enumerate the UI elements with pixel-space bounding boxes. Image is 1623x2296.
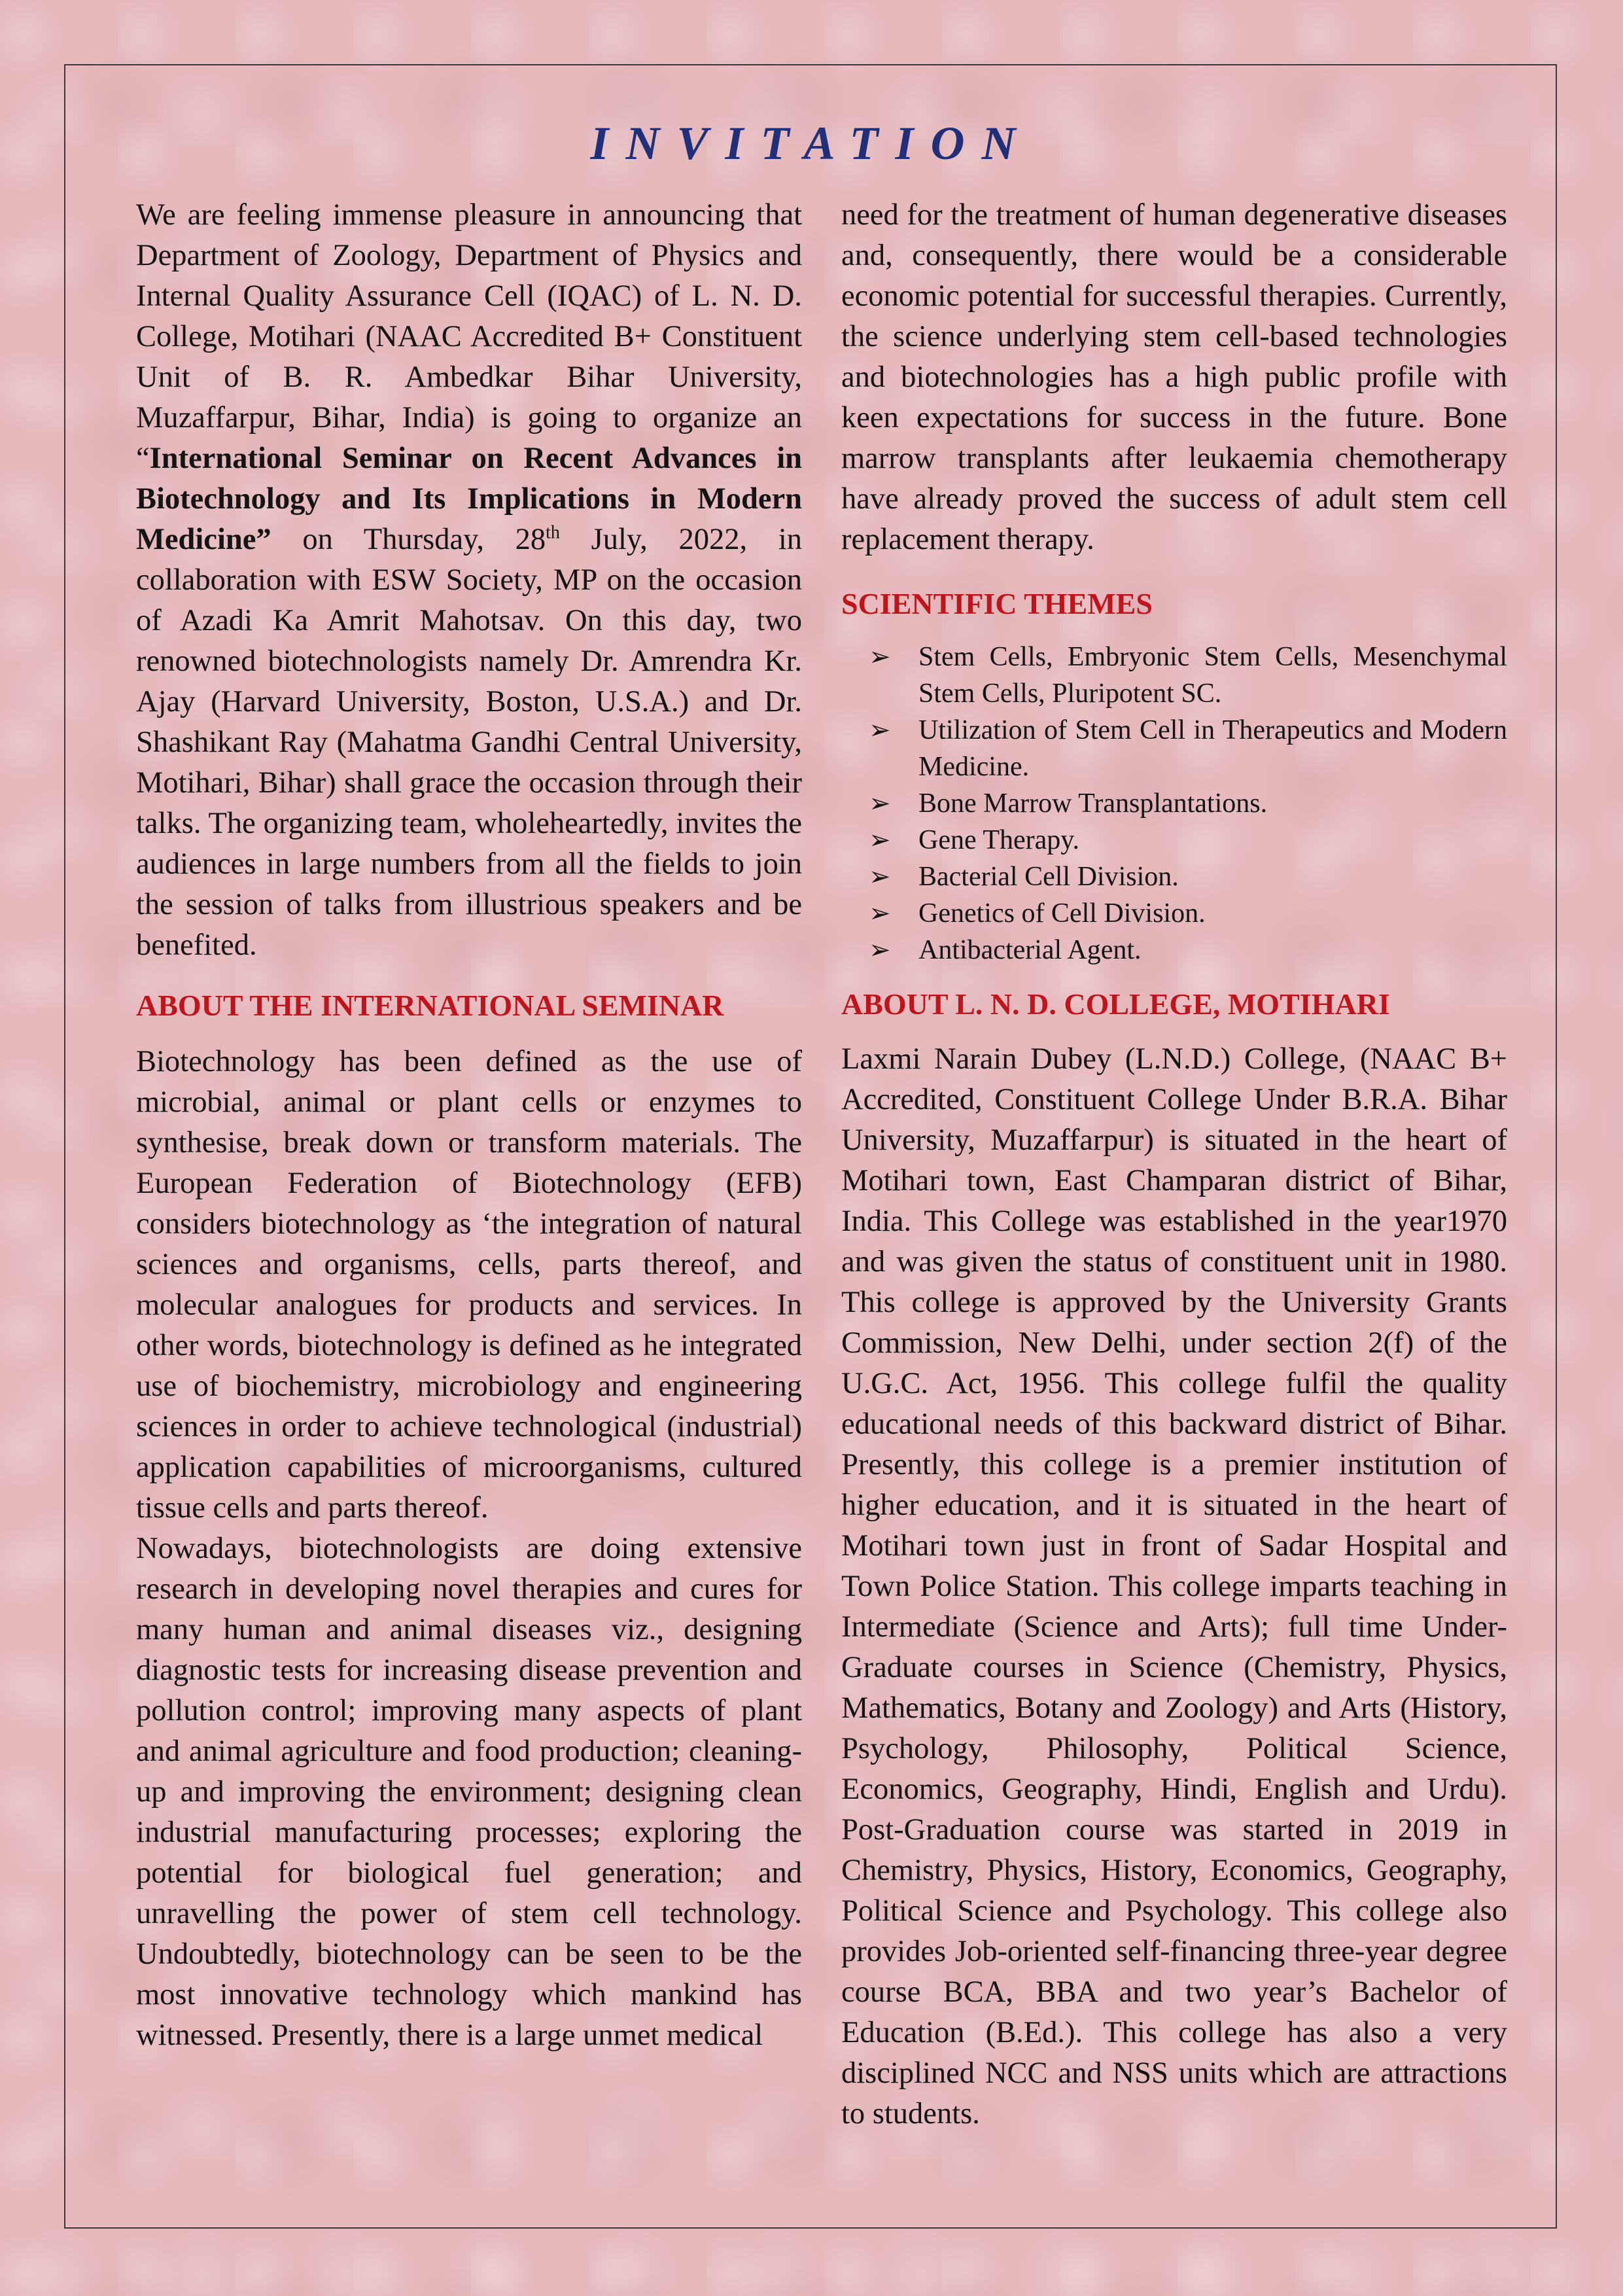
theme-text: Utilization of Stem Cell in Therapeutics and Modern Medicine.	[918, 715, 1507, 782]
arrow-bullet-icon: ➢	[869, 825, 891, 855]
list-item	[841, 895, 1507, 932]
intro-text-1: We are feeling immense pleasure in announcing that Department of Zoology, Department of Physics and Internal Quality Assurance Cell (IQAC) of L. N. D. College, Motihari (NAAC Accredited B+ Constituent Unit of B. R. Ambedkar Bihar University, Muzaffarpur, Bihar, India) is going to organize an “	[136, 198, 802, 475]
list-item	[841, 932, 1507, 968]
intro-text-3: July, 2022, in collaboration with ESW Society, MP on the occasion of Azadi Ka Amrit Mahotsav. On this day, two renowned biotechnologists namely Dr. Amrendra Kr. Ajay (Harvard University, Boston, U.S.A.) and Dr. Shashikant Ray (Mahatma Gandhi Central University, Motihari, Bihar) shall grace the occasion through their talks. The organizing team, wholeheartedly, invites the audiences in large numbers from all the fields to join the session of talks from illustrious speakers and be benefited.	[136, 523, 802, 962]
list-item	[841, 712, 1507, 785]
left-column	[136, 195, 802, 2056]
theme-text: Antibacterial Agent.	[918, 935, 1142, 965]
arrow-bullet-icon: ➢	[869, 788, 891, 818]
about-seminar-paragraph-2-continued: need for the treatment of human degenerative diseases and, consequently, there would be a considerable economic potential for successful therapies. Currently, the science underlying stem cell-based technologies and biotechnologies has a high public profile with keen expectations for success in the future. Bone marrow transplants after leukaemia chemotherapy have already proved the success of adult stem cell replacement therapy.	[841, 198, 1507, 556]
arrow-bullet-icon: ➢	[869, 715, 891, 745]
about-seminar-heading: ABOUT THE INTERNATIONAL SEMINAR	[136, 989, 724, 1022]
about-seminar-paragraph-2: Nowadays, biotechnologists are doing extensive research in developing novel therapies and cures for many human and animal diseases viz., designing diagnostic tests for increasing disease prevention and pollution control; improving many aspects of plant and animal agriculture and food production; cleaning-up and improving the environment; designing clean industrial manufacturing processes; exploring the potential for biological fuel generation; and unravelling the power of stem cell technology. Undoubtedly, biotechnology can be seen to be the most innovative technology which mankind has witnessed. Presently, there is a large unmet medical	[136, 1532, 802, 2052]
theme-text: Gene Therapy.	[918, 825, 1080, 855]
arrow-bullet-icon: ➢	[869, 642, 891, 671]
themes-heading: SCIENTIFIC THEMES	[841, 587, 1153, 620]
list-item	[841, 785, 1507, 822]
about-college-heading: ABOUT L. N. D. COLLEGE, MOTIHARI	[841, 987, 1390, 1021]
theme-text: Stem Cells, Embryonic Stem Cells, Mesenchymal Stem Cells, Pluripotent SC.	[918, 642, 1507, 709]
list-item	[841, 822, 1507, 858]
themes-list	[841, 639, 1507, 968]
about-seminar-paragraph-1: Biotechnology has been defined as the use of microbial, animal or plant cells or enzymes to synthesise, break down or transform materials. The European Federation of Biotechnology (EFB) considers biotechnology as ‘the integration of natural sciences and organisms, cells, parts thereof, and molecular analogues for products and services. In other words, biotechnology is defined as he integrated use of biochemistry, microbiology and engineering sciences in order to achieve technological (industrial) application capabilities of microorganisms, cultured tissue cells and parts thereof.	[136, 1045, 802, 1525]
intro-text-2: on Thursday, 28	[271, 523, 546, 556]
right-column	[841, 195, 1507, 2134]
date-superscript: th	[546, 522, 560, 543]
list-item	[841, 639, 1507, 712]
theme-text: Bacterial Cell Division.	[918, 862, 1179, 892]
arrow-bullet-icon: ➢	[869, 862, 891, 891]
page-title: INVITATION	[590, 117, 1033, 169]
intro-paragraph	[136, 195, 802, 966]
theme-text: Genetics of Cell Division.	[918, 898, 1206, 928]
arrow-bullet-icon: ➢	[869, 935, 891, 964]
about-college-paragraph: Laxmi Narain Dubey (L.N.D.) College, (NAAC B+ Accredited, Constituent College Under B.R.A. Bihar University, Muzaffarpur) is situated in the heart of Motihari town, East Champaran district of Bihar, India. This College was established in the year1970 and was given the status of constituent unit in 1980. This college is approved by the University Grants Commission, New Delhi, under section 2(f) of the U.G.C. Act, 1956. This college fulfil the quality educational needs of this backward district of Bihar. Presently, this college is a premier institution of higher education, and it is situated in the heart of Motihari town just in front of Sadar Hospital and Town Police Station. This college imparts teaching in Intermediate (Science and Arts); full time Under-Graduate courses in Science (Chemistry, Physics, Mathematics, Botany and Zoology) and Arts (History, Psychology, Philosophy, Political Science, Economics, Geography, Hindi, English and Urdu). Post-Graduation course was started in 2019 in Chemistry, Physics, History, Economics, Geography, Political Science and Psychology. This college also provides Job-oriented self-financing three-year degree course BCA, BBA and two year’s Bachelor of Education (B.Ed.). This college has also a very disciplined NCC and NSS units which are attractions to students.	[841, 1042, 1507, 2130]
theme-text: Bone Marrow Transplantations.	[918, 788, 1268, 819]
arrow-bullet-icon: ➢	[869, 898, 891, 928]
list-item	[841, 858, 1507, 895]
seminar-title: International Seminar on Recent Advances in Biotechnology and Its Implications in Modern Medicine”	[136, 442, 802, 556]
